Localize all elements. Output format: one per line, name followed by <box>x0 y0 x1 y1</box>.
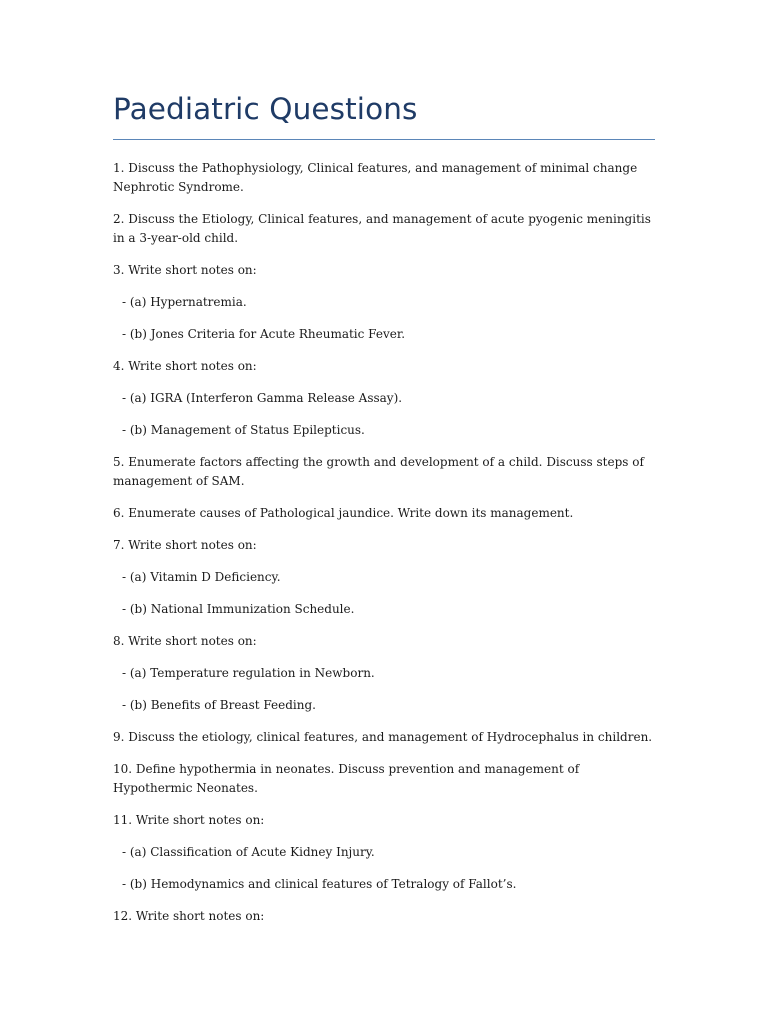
question-7-part-b: - (b) National Immunization Schedule. <box>122 602 355 616</box>
question-8: 8. Write short notes on: <box>113 634 257 648</box>
question-6: 6. Enumerate causes of Pathological jaundice. Write down its management. <box>113 506 574 520</box>
question-4-part-a: - (a) IGRA (Interferon Gamma Release Assay). <box>122 391 403 405</box>
question-12: 12. Write short notes on: <box>113 909 265 923</box>
question-10: 10. Define hypothermia in neonates. Discuss prevention and management of Hypothermic Neonates. <box>113 762 580 795</box>
question-8-part-a: - (a) Temperature regulation in Newborn. <box>122 666 375 680</box>
question-7-part-a: - (a) Vitamin D Deficiency. <box>122 570 281 584</box>
question-1: 1. Discuss the Pathophysiology, Clinical features, and management of minimal change Nephrotic Syndrome. <box>113 161 638 194</box>
question-3: 3. Write short notes on: <box>113 263 257 277</box>
question-11: 11. Write short notes on: <box>113 813 265 827</box>
question-4-part-b: - (b) Management of Status Epilepticus. <box>122 423 365 437</box>
question-11-part-a: - (a) Classification of Acute Kidney Injury. <box>122 845 375 859</box>
question-2: 2. Discuss the Etiology, Clinical features, and management of acute pyogenic meningitis in a 3-year-old child. <box>113 212 651 245</box>
document-title: Paediatric Questions <box>113 92 418 126</box>
question-7: 7. Write short notes on: <box>113 538 257 552</box>
question-11-part-b: - (b) Hemodynamics and clinical features of Tetralogy of Fallot’s. <box>122 877 517 891</box>
question-5: 5. Enumerate factors affecting the growth and development of a child. Discuss steps of management of SAM. <box>113 455 644 488</box>
question-list <box>113 159 658 939</box>
title-divider <box>113 139 655 140</box>
question-3-part-b: - (b) Jones Criteria for Acute Rheumatic Fever. <box>122 327 406 341</box>
question-9: 9. Discuss the etiology, clinical features, and management of Hydrocephalus in children. <box>113 730 653 744</box>
question-8-part-b: - (b) Benefits of Breast Feeding. <box>122 698 316 712</box>
question-3-part-a: - (a) Hypernatremia. <box>122 295 247 309</box>
question-4: 4. Write short notes on: <box>113 359 257 373</box>
